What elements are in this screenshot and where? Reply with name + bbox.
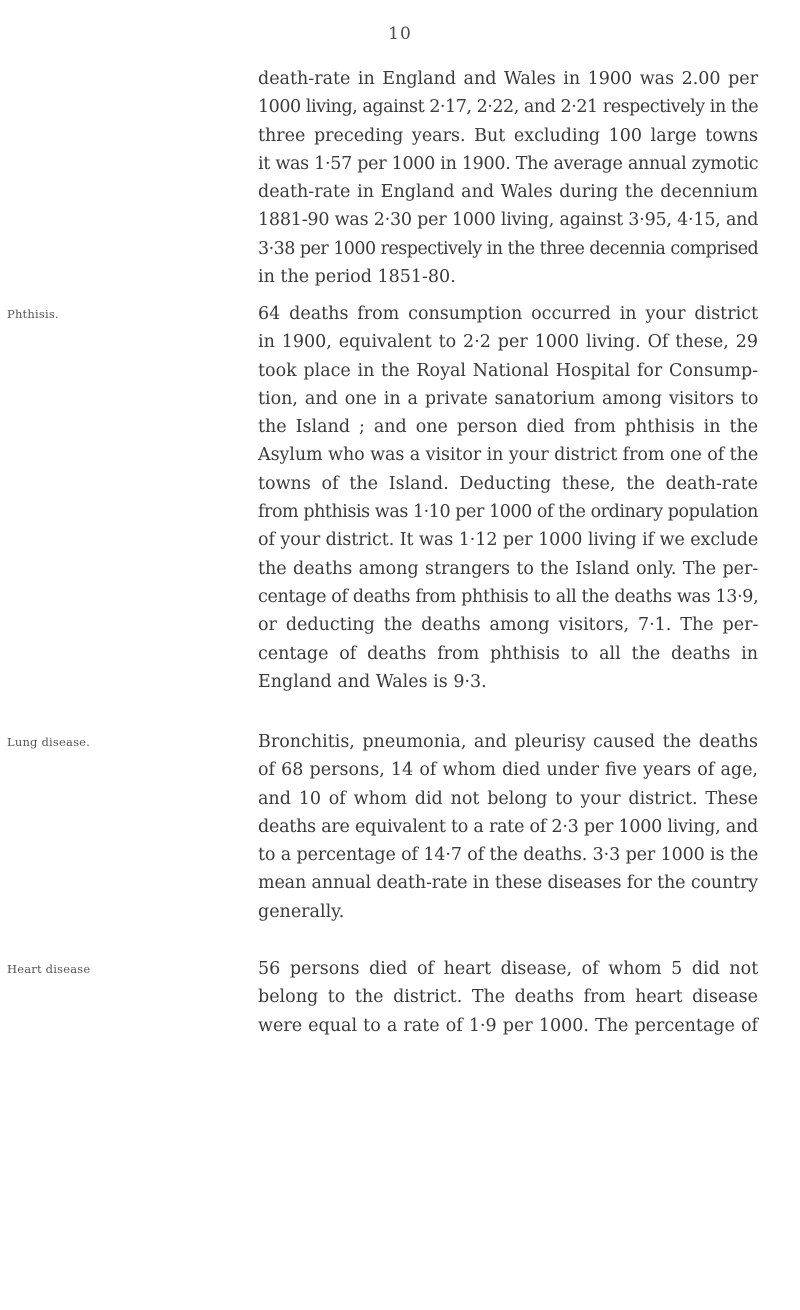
paragraph-zymotic: [258, 65, 758, 291]
text-line: 64 deaths from consumption occurred in your district: [258, 304, 758, 324]
margin-note-phthisis: Phthisis.: [7, 307, 59, 321]
text-line: England and Wales is 9·3.: [258, 671, 487, 692]
margin-note-lung-disease: Lung disease.: [7, 735, 91, 749]
text-line: took place in the Royal National Hospital for Consump-: [258, 360, 759, 381]
text-line: tion, and one in a private sanatorium among visitors to: [258, 388, 759, 409]
text-line: death-rate in England and Wales during the decennium: [258, 182, 758, 203]
text-line: belong to the district. The deaths from heart disease: [258, 987, 758, 1008]
text-line: 1000 living, against 2·17, 2·22, and 2·21 respectively in the: [258, 97, 759, 118]
text-line: of your district. It was 1·12 per 1000 living if we exclude: [258, 530, 759, 551]
paragraph-lung-disease: [258, 728, 758, 926]
text-line: generally.: [258, 901, 345, 922]
text-line: towns of the Island. Deducting these, the death-rate: [258, 473, 758, 494]
text-line: and 10 of whom did not belong to your district. These: [258, 788, 758, 809]
text-line: were equal to a rate of 1·9 per 1000. The percentage of: [258, 1015, 758, 1036]
text-line: 3·38 per 1000 respectively in the three decennia comprised: [258, 238, 759, 259]
paragraph-phthisis: [258, 300, 758, 696]
text-line: in the period 1851-80.: [258, 267, 456, 288]
text-line: Asylum who was a visitor in your district from one of the: [258, 445, 759, 466]
text-line: 1881-90 was 2·30 per 1000 living, against 3·95, 4·15, and: [258, 210, 759, 231]
text-line: to a percentage of 14·7 of the deaths. 3·3 per 1000 is the: [258, 845, 759, 866]
text-line: three preceding years. But excluding 100 large towns: [258, 125, 758, 146]
text-line: mean annual death-rate in these diseases for the country: [258, 873, 758, 894]
text-line: from phthisis was 1·10 per 1000 of the ordinary population: [258, 502, 758, 523]
text-line: the deaths among strangers to the Island only. The per-: [258, 558, 759, 579]
text-line: of 68 persons, 14 of whom died under five years of age,: [258, 760, 758, 781]
text-line: 56 persons died of heart disease, of whom 5 did not: [258, 959, 759, 979]
text-line: centage of deaths from phthisis to all the deaths in: [258, 643, 758, 664]
text-line: in 1900, equivalent to 2·2 per 1000 living. Of these, 29: [258, 332, 758, 353]
text-line: deaths are equivalent to a rate of 2·3 per 1000 living, and: [258, 816, 758, 837]
text-line: the Island ; and one person died from phthisis in the: [258, 417, 759, 438]
text-line: death-rate in England and Wales in 1900 was 2.00 per: [258, 69, 758, 89]
page-number: 10: [388, 24, 412, 44]
text-line: it was 1·57 per 1000 in 1900. The average annual zymotic: [258, 153, 759, 174]
text-line: Bronchitis, pneumonia, and pleurisy caused the deaths: [258, 732, 758, 752]
text-line: centage of deaths from phthisis to all the deaths was 13·9,: [258, 586, 759, 607]
paragraph-heart-disease: [258, 955, 758, 1040]
margin-note-heart-disease: Heart disease: [7, 962, 91, 976]
text-line: or deducting the deaths among visitors, 7·1. The per-: [258, 615, 759, 636]
